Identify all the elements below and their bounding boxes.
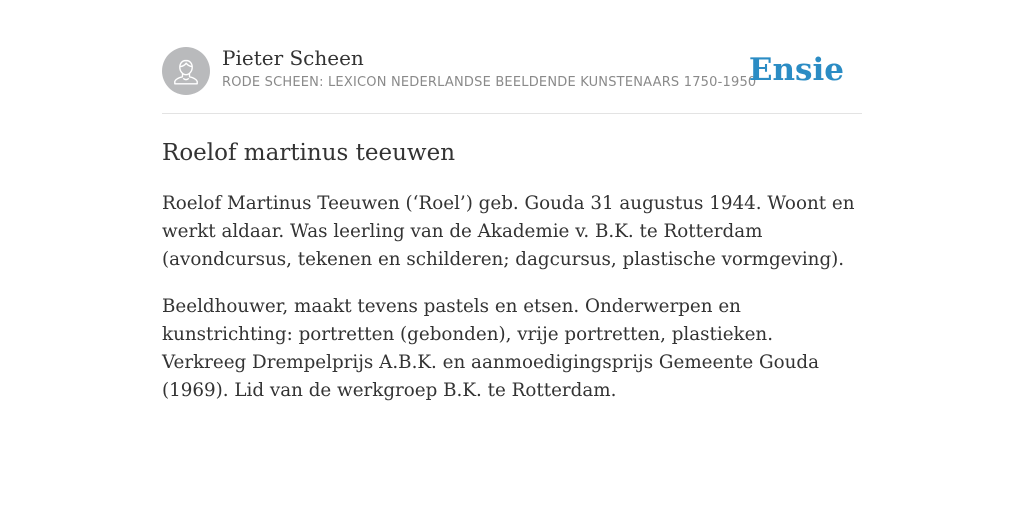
article-title: Roelof martinus teeuwen	[162, 140, 456, 166]
author-name[interactable]: Pieter Scheen	[222, 46, 364, 70]
article-paragraph: Beeldhouwer, maakt tevens pastels en etsen. Onderwerpen en kunstrichting: portretten (gebonden), vrije portretten, plastieken. Verkreeg Drempelprijs A.B.K. en aanmoedigingsprijs Gemeente Gouda (1969). Lid van de werkgroep B.K. te Rotterdam.	[162, 296, 820, 401]
user-avatar-icon	[162, 47, 210, 95]
brand-logo[interactable]: Ensie	[748, 52, 844, 88]
author-avatar[interactable]	[162, 47, 210, 95]
article-body	[162, 190, 862, 424]
article-paragraph: Roelof Martinus Teeuwen (‘Roel’) geb. Gouda 31 augustus 1944. Woont en werkt aldaar. Was leerling van de Akademie v. B.K. te Rotterdam (avondcursus, tekenen en schilderen; dagcursus, plastische vormgeving).	[162, 193, 855, 270]
header-divider	[162, 113, 862, 114]
author-source: RODE SCHEEN: LEXICON NEDERLANDSE BEELDENDE KUNSTENAARS 1750-1950	[222, 75, 757, 90]
author-header	[162, 44, 862, 98]
article-card	[162, 44, 862, 401]
